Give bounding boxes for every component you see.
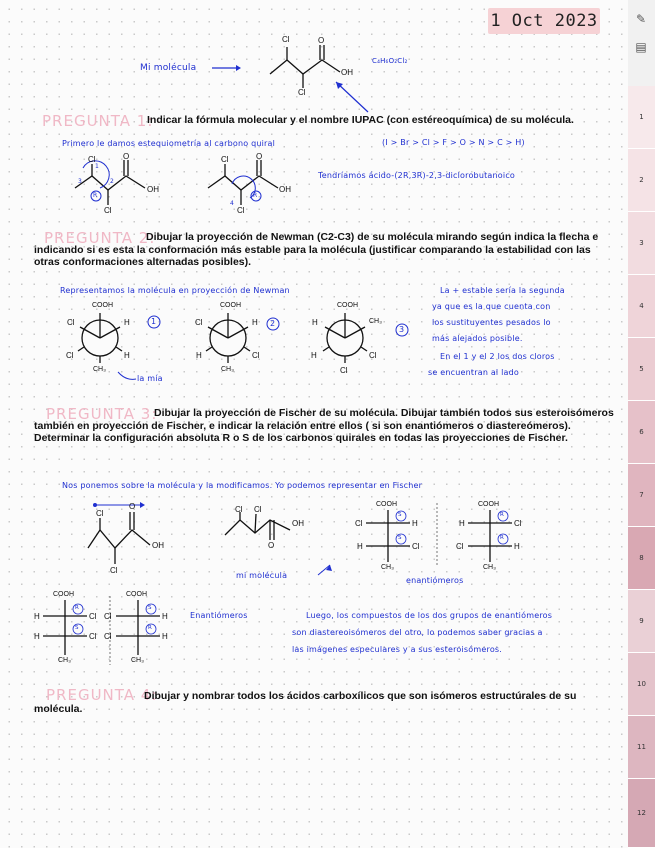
fischer-a-bottom: CH₃ [381, 564, 394, 571]
pen-icon[interactable]: ✎ [635, 12, 647, 26]
newman2-lower-right: Cl [252, 351, 260, 360]
newman2-top: COOH [220, 302, 241, 309]
q1-left-cl-low: Cl [104, 206, 112, 215]
newman2-upper-right: H [252, 318, 258, 327]
header-o: O [318, 36, 325, 45]
fischer-a-top: COOH [376, 501, 397, 508]
fischer-c-mark2: S [75, 625, 79, 631]
q1-question: Indicar la fórmula molecular y el nombre IUPAC (con estéreoquímica) de su molécula. [147, 114, 574, 126]
fischer-c-mark1: R [75, 605, 80, 611]
header-cl-top: Cl [282, 35, 290, 44]
fischer-d-left2: Cl [104, 632, 112, 641]
q3-mid-cl-2: Cl [254, 505, 262, 514]
tab-label: 8 [639, 554, 644, 562]
tab-5[interactable] [628, 338, 655, 401]
tab-4[interactable] [628, 275, 655, 338]
q1-left-oh: OH [147, 185, 159, 194]
q1-right-cl-low: Cl [237, 206, 245, 215]
q3-left-cl: Cl [96, 509, 104, 518]
notebook-tabs [628, 0, 655, 848]
q1-right-oh: OH [279, 185, 291, 194]
q3-conclusion-3: las imágenes especulares y a sus esteroisómeros. [292, 645, 503, 654]
fischer-c-right2: Cl [89, 632, 97, 641]
q2-heading: PREGUNTA 2: [44, 229, 156, 247]
fischer-d-left1: Cl [104, 612, 112, 621]
enantiomers-top-label: enantiómeros [406, 576, 464, 585]
q4-question: Dibujar y nombrar todos los ácidos carboxílicos que son isómeros estructúrales de su molécula. [34, 690, 577, 715]
fischer-d-mark1: S [148, 605, 152, 611]
fischer-a-right2: Cl [412, 542, 420, 551]
tab-11[interactable] [628, 716, 655, 779]
fischer-b-right2: H [514, 542, 520, 551]
q1-right-cl: Cl [221, 155, 229, 164]
fischer-c-right1: Cl [89, 612, 97, 621]
newman3-number: 3 [399, 325, 405, 334]
q1-left-cl: Cl [88, 155, 96, 164]
tab-9[interactable] [628, 590, 655, 653]
tab-2[interactable] [628, 149, 655, 212]
newman1-mine-label: la mía [137, 374, 163, 383]
q1-priority: (I > Br > Cl > F > O > N > C > H) [382, 138, 525, 147]
tab-label: 10 [637, 680, 646, 688]
fischer-b-mark1: R [500, 512, 505, 518]
fischer-a-left1: Cl [355, 519, 363, 528]
fischer-c-top: COOH [53, 591, 74, 598]
q3-left-o: O [129, 502, 136, 511]
newman1-bottom: CH₃ [93, 366, 106, 373]
tab-label: 5 [639, 365, 644, 373]
q1-right-n4: 4 [230, 200, 235, 207]
q2-intro: Representamos la molécula en proyección de Newman [60, 286, 290, 295]
fischer-c-bottom: CH₃ [58, 657, 71, 664]
header-cl-low: Cl [298, 88, 306, 97]
q3-conclusion-1: Luego, los compuestos de los dos grupos de enantiómeros [306, 611, 553, 620]
q2-explanation-6: se encuentran al lado [428, 368, 519, 377]
tab-label: 11 [637, 743, 646, 751]
newman3-upper-right: CH₃ [369, 318, 382, 325]
fischer-a-left2: H [357, 542, 363, 551]
tab-label: 1 [639, 113, 644, 121]
q1-left-n2: 2 [110, 178, 115, 185]
tab-1[interactable] [628, 86, 655, 149]
newman2-lower-left: H [196, 351, 202, 360]
newman1-top: COOH [92, 302, 113, 309]
fischer-d-right1: H [162, 612, 168, 621]
newman2-upper-left: Cl [195, 318, 203, 327]
fischer-b-right1: Cl [514, 519, 522, 528]
q3-intro: Nos ponemos sobre la molécula y la modificamos. Yo podemos representar en Fischer [62, 481, 423, 490]
q3-mid-o: O [268, 541, 275, 550]
newman1-lower-left: Cl [66, 351, 74, 360]
newman3-lower-right: Cl [369, 351, 377, 360]
header-formula: C₄H₆O₂Cl₂ [372, 57, 408, 65]
tab-label: 2 [639, 176, 644, 184]
tab-3[interactable] [628, 212, 655, 275]
fischer-a-mark2: S [398, 535, 402, 541]
q2-explanation-2: ya que es la que cuenta con [432, 302, 551, 311]
fischer-a-right1: H [412, 519, 418, 528]
q3-my-molecule: mi molécula [236, 571, 288, 580]
newman2-bottom: CH₃ [221, 366, 234, 373]
tab-label: 7 [639, 491, 644, 499]
q1-left-o: O [123, 152, 130, 161]
tab-8[interactable] [628, 527, 655, 590]
tab-12[interactable] [628, 779, 655, 848]
fischer-b-mark2: R [500, 535, 505, 541]
q3-question: Dibujar la proyección de Fischer de su molécula. Dibujar también todos sus esteroisómeros también en proyección de Fischer, e indicar la relación entre ellos ( si son enantiómeros o diastereómeros). Determinar la configuración absoluta R o S de los carbonos quirales en todas las proyecciones de Fischer. [34, 407, 614, 444]
tab-6[interactable] [628, 401, 655, 464]
fischer-d-top: COOH [126, 591, 147, 598]
newman3-lower-left: H [311, 351, 317, 360]
tab-label: 6 [639, 428, 644, 436]
q3-left-oh: OH [152, 541, 164, 550]
q1-heading: PREGUNTA 1: [42, 112, 154, 130]
fischer-b-left2: Cl [456, 542, 464, 551]
q2-explanation-3: los sustituyentes pesados lo [432, 318, 551, 327]
q1-result: Tendríamos ácido-(2R,3R)-2,3-diclorobutanoico [318, 171, 516, 180]
fischer-d-mark2: R [148, 625, 153, 631]
molecule-label: Mi molécula [140, 63, 197, 73]
fischer-c-left1: H [34, 612, 40, 621]
q3-mid-cl-1: Cl [235, 505, 243, 514]
q3-left-cl-low: Cl [110, 566, 118, 575]
fischer-b-bottom: CH₃ [483, 564, 496, 571]
fischer-d-right2: H [162, 632, 168, 641]
newman1-upper-left: Cl [67, 318, 75, 327]
newman1-upper-right: H [124, 318, 130, 327]
notes-icon[interactable]: ▤ [635, 40, 647, 54]
tab-label: 12 [637, 809, 646, 817]
tab-10[interactable] [628, 653, 655, 716]
q3-conclusion-2: son diastereoisómeros del otro, lo podemos saber gracias a [292, 628, 543, 637]
q3-heading: PREGUNTA 3: [46, 405, 158, 423]
tab-label: 4 [639, 302, 644, 310]
date-banner [488, 8, 600, 34]
tab-label: 9 [639, 617, 644, 625]
q2-explanation-5: En el 1 y el 2 los dos cloros [440, 352, 555, 361]
enantiomers-left-label: Enantiómeros [190, 611, 248, 620]
q2-question: Dibujar la proyección de Newman (C2-C3) de su molécula mirando según indica la flecha e indicando si es esta la conformación más estable para la molécula (justificar comparando la estabilidad con las otras conformaciones alternadas posibles). [34, 231, 599, 268]
newman1-lower-right: H [124, 351, 130, 360]
newman2-number: 2 [270, 319, 276, 328]
fischer-bottom-pair [0, 0, 1, 1]
newman3-upper-left: H [312, 318, 318, 327]
q2-explanation-4: más alejados posible. [432, 334, 523, 343]
q4-heading: PREGUNTA 4: [46, 686, 158, 704]
q1-right-o: O [256, 152, 263, 161]
newman3-top: COOH [337, 302, 358, 309]
tab-7[interactable] [628, 464, 655, 527]
fischer-c-left2: H [34, 632, 40, 641]
date-text: 1 Oct 2023 [490, 11, 598, 31]
newman1-number: 1 [151, 317, 157, 326]
fischer-d-bottom: CH₃ [131, 657, 144, 664]
q1-left-n3: 3 [78, 178, 83, 185]
fischer-b-top: COOH [478, 501, 499, 508]
newman3-bottom: Cl [340, 366, 348, 375]
fischer-a-mark1: S [398, 512, 402, 518]
q3-mid-oh: OH [292, 519, 304, 528]
q2-explanation-1: La + estable sería la segunda [440, 286, 565, 295]
q1-right-r: R [253, 192, 258, 199]
q1-note: Primero le damos estequiometría al carbono quiral [62, 139, 276, 148]
q1-left-n1: 1 [95, 163, 100, 170]
tab-label: 3 [639, 239, 644, 247]
header-oh: OH [341, 68, 353, 77]
fischer-b-left1: H [459, 519, 465, 528]
q1-left-r: R [93, 192, 98, 199]
